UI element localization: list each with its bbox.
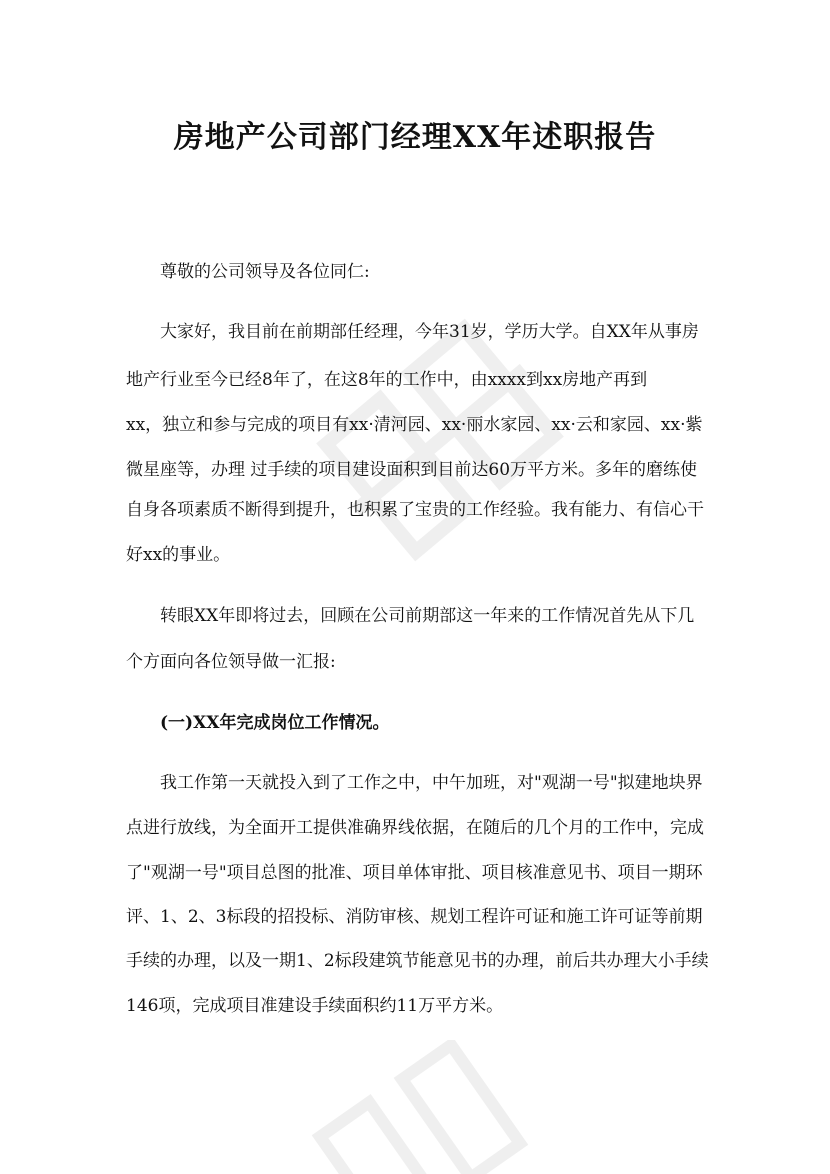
paragraph-1-line-2: 地产行业至今已经8年了，在这8年的工作中，由xxxx到xx房地产再到 [126, 370, 648, 390]
watermark-logo-icon [310, 310, 570, 570]
paragraph-3-line-4: 评、1、2、3标段的招投标、消防审核、规划工程许可证和施工许可证等前期 [126, 907, 703, 927]
paragraph-1-line-4: 微星座等，办理 过手续的项目建设面积到目前达60万平方米。多年的磨练使 [126, 460, 698, 480]
paragraph-2-line-2: 个方面向各位领导做一汇报: [126, 652, 336, 672]
section-heading: (一)XX年完成岗位工作情况。 [160, 713, 390, 733]
paragraph-1-line-6: 好xx的事业。 [126, 545, 231, 565]
paragraph-1-line-3: xx，独立和参与完成的项目有xx·清河园、xx·丽水家园、xx·云和家园、xx·紫 [126, 415, 703, 435]
paragraph-3-line-2: 点进行放线，为全面开工提供准确界线依据，在随后的几个月的工作中，完成 [126, 818, 704, 838]
paragraph-3-line-5: 手续的办理，以及一期1、2标段建筑节能意见书的办理，前后共办理大小手续 [126, 951, 709, 971]
paragraph-2-line-1: 转眼XX年即将过去，回顾在公司前期部这一年来的工作情况首先从下几 [160, 606, 695, 626]
paragraph-1-line-5: 自身各项素质不断得到提升，也积累了宝贵的工作经验。我有能力、有信心干 [126, 500, 704, 520]
salutation: 尊敬的公司领导及各位同仁: [160, 262, 370, 282]
paragraph-3-line-3: 了"观湖一号"项目总图的批准、项目单体审批、项目核准意见书、项目一期环 [126, 863, 703, 883]
watermark-logo-icon-bottom [300, 1040, 540, 1174]
paragraph-1-line-1: 大家好，我目前在前期部任经理，今年31岁，学历大学。自XX年从事房 [160, 322, 699, 342]
paragraph-3-line-6: 146项，完成项目准建设手续面积约11万平方米。 [126, 996, 504, 1016]
paragraph-3-line-1: 我工作第一天就投入到了工作之中，中午加班，对"观湖一号"拟建地块界 [160, 773, 703, 793]
document-title: 房地产公司部门经理XX年述职报告 [173, 120, 657, 155]
